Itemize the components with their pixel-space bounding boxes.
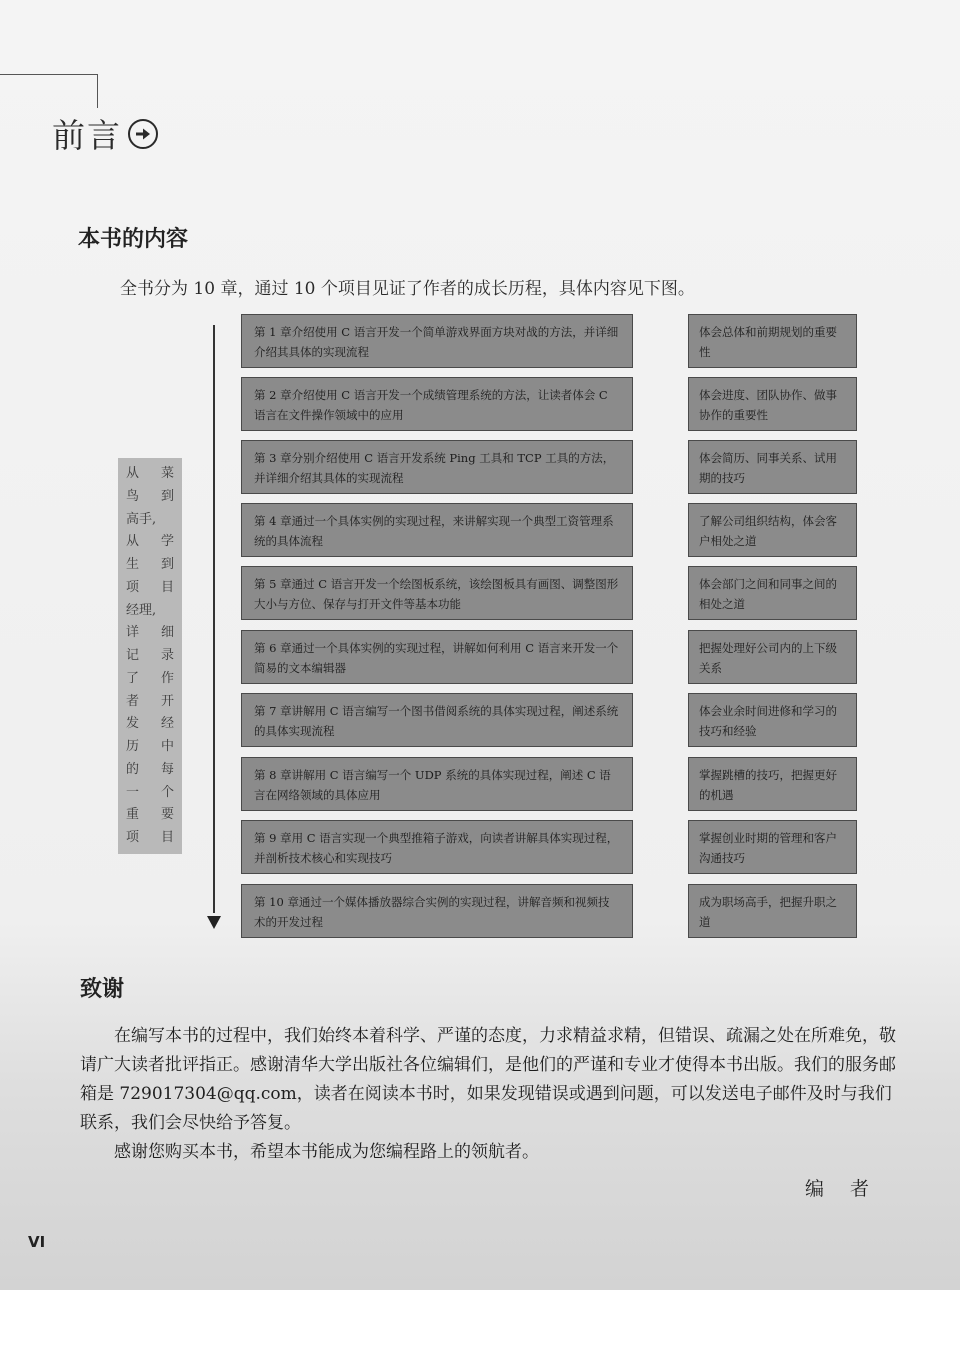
chapter-box: 第 2 章介绍使用 C 语言开发一个成绩管理系统的方法，让读者体会 C 语言在文件操作领域中的应用 bbox=[241, 377, 633, 431]
growth-path-char: 经 bbox=[160, 716, 174, 732]
growth-path-line bbox=[126, 487, 174, 507]
growth-path-char: 从 bbox=[126, 466, 140, 481]
chapter-box: 第 6 章通过一个具体实例的实现过程，讲解如何利用 C 语言来开发一个简易的文本编辑器 bbox=[241, 630, 633, 684]
growth-path-char: 生 bbox=[126, 557, 140, 572]
growth-path-line bbox=[126, 669, 174, 689]
growth-path-char: 作 bbox=[160, 670, 174, 686]
lesson-box: 体会简历、同事关系、试用期的技巧 bbox=[688, 440, 857, 494]
growth-path-char: 一 bbox=[126, 784, 140, 800]
growth-path-char: 中 bbox=[160, 739, 174, 754]
growth-path-char: 详 bbox=[126, 625, 140, 641]
timeline-line bbox=[213, 325, 215, 913]
acknowledgements-heading: 致谢 bbox=[80, 977, 125, 1002]
growth-path-char: 者 bbox=[126, 693, 140, 709]
contents-heading: 本书的内容 bbox=[78, 227, 189, 252]
growth-path-line bbox=[126, 623, 174, 643]
growth-path-line bbox=[126, 646, 174, 666]
growth-path-char: 录 bbox=[160, 648, 174, 663]
chapter-box: 第 10 章通过一个媒体播放器综合实例的实现过程，讲解音频和视频技术的开发过程 bbox=[241, 884, 633, 938]
contents-intro: 全书分为 10 章，通过 10 个项目见证了作者的成长历程，具体内容见下图。 bbox=[120, 279, 695, 299]
growth-path-char: 高手, bbox=[126, 511, 157, 527]
growth-path-line bbox=[126, 555, 174, 575]
chapter-box: 第 8 章讲解用 C 语言编写一个 UDP 系统的具体实现过程，阐述 C 语言在网络领域的具体应用 bbox=[241, 757, 633, 811]
growth-path-char: 学 bbox=[160, 534, 174, 550]
lesson-box: 了解公司组织结构，体会客户相处之道 bbox=[688, 503, 857, 557]
page-number: VI bbox=[28, 1233, 46, 1251]
growth-path-line bbox=[126, 805, 174, 825]
growth-path-line bbox=[126, 510, 174, 530]
growth-path-char: 目 bbox=[160, 579, 174, 595]
corner-rule-horizontal bbox=[0, 74, 98, 75]
lesson-box: 体会总体和前期规划的重要性 bbox=[688, 314, 857, 368]
lesson-box: 把握处理好公司内的上下级关系 bbox=[688, 630, 857, 684]
corner-rule-vertical bbox=[97, 74, 98, 108]
growth-path-char: 了 bbox=[126, 670, 140, 686]
growth-path-line bbox=[126, 692, 174, 712]
growth-path-line bbox=[126, 601, 174, 621]
growth-path-char: 发 bbox=[126, 716, 140, 732]
timeline-arrow-down-icon bbox=[207, 916, 221, 929]
acknowledgements-body bbox=[80, 1022, 906, 1167]
lesson-box: 掌握跳槽的技巧，把握更好的机遇 bbox=[688, 757, 857, 811]
growth-path-char: 经理, bbox=[126, 602, 157, 618]
chapter-box: 第 4 章通过一个具体实例的实现过程，来讲解实现一个典型工资管理系统的具体流程 bbox=[241, 503, 633, 557]
growth-path-line bbox=[126, 737, 174, 757]
lesson-box: 成为职场高手，把握升职之道 bbox=[688, 884, 857, 938]
growth-path-char: 菜 bbox=[160, 466, 174, 481]
lesson-box: 体会进度、团队协作、做事协作的重要性 bbox=[688, 377, 857, 431]
page-title-text: 前言 bbox=[52, 116, 122, 155]
arrow-right-circle-icon bbox=[128, 119, 158, 149]
chapter-box: 第 7 章讲解用 C 语言编写一个图书借阅系统的具体实现过程，阐述系统的具体实现流程 bbox=[241, 693, 633, 747]
growth-path-char: 重 bbox=[126, 807, 140, 823]
growth-path-char: 项 bbox=[126, 579, 140, 595]
growth-path-line bbox=[126, 783, 174, 803]
growth-path-line bbox=[126, 828, 174, 848]
chapter-box: 第 9 章用 C 语言实现一个典型推箱子游戏，向读者讲解具体实现过程，并剖析技术核心和实现技巧 bbox=[241, 820, 633, 874]
growth-path-char: 鸟 bbox=[126, 488, 140, 504]
growth-path-char: 开 bbox=[160, 693, 174, 709]
growth-path-char: 项 bbox=[126, 830, 140, 845]
growth-path-label bbox=[118, 458, 182, 854]
chapter-box: 第 5 章通过 C 语言开发一个绘图板系统，该绘图板具有画图、调整图形大小与方位、保存与打开文件等基本功能 bbox=[241, 566, 633, 620]
growth-path-char: 每 bbox=[160, 761, 174, 777]
growth-path-line bbox=[126, 464, 174, 484]
growth-path-char: 个 bbox=[160, 784, 174, 800]
growth-path-line bbox=[126, 532, 174, 552]
growth-path-char: 的 bbox=[126, 761, 140, 777]
page-title bbox=[52, 110, 158, 157]
chapter-box: 第 3 章分别介绍使用 C 语言开发系统 Ping 工具和 TCP 工具的方法，并详细介绍其具体的实现流程 bbox=[241, 440, 633, 494]
growth-path-char: 要 bbox=[160, 807, 174, 823]
growth-path-char: 到 bbox=[160, 488, 174, 504]
growth-path-char: 历 bbox=[126, 739, 140, 754]
acknowledgements-paragraph: 感谢您购买本书，希望本书能成为您编程路上的领航者。 bbox=[114, 1142, 539, 1162]
growth-path-line bbox=[126, 760, 174, 780]
acknowledgements-paragraph: 在编写本书的过程中，我们始终本着科学、严谨的态度，力求精益求精，但错误、疏漏之处在所难免，敬请广大读者批评指正。感谢清华大学出版社各位编辑们，是他们的严谨和专业才使得本书出版。我们的服务邮箱是 729017304@qq.com，读者在阅读本书时，如果发现错误或遇到问题，可以发送电子邮件及时与我们联系，我们会尽快给予答复。 bbox=[80, 1026, 896, 1133]
lesson-box: 体会业余时间进修和学习的技巧和经验 bbox=[688, 693, 857, 747]
growth-path-line bbox=[126, 714, 174, 734]
growth-path-char: 目 bbox=[160, 830, 174, 845]
growth-path-char: 细 bbox=[160, 625, 174, 641]
growth-path-char: 记 bbox=[126, 648, 140, 663]
growth-path-line bbox=[126, 578, 174, 598]
growth-path-char: 到 bbox=[160, 557, 174, 572]
lesson-box: 掌握创业时期的管理和客户沟通技巧 bbox=[688, 820, 857, 874]
growth-path-char: 从 bbox=[126, 534, 140, 550]
lesson-box: 体会部门之间和同事之间的相处之道 bbox=[688, 566, 857, 620]
signature: 编者 bbox=[805, 1178, 896, 1200]
chapter-box: 第 1 章介绍使用 C 语言开发一个简单游戏界面方块对战的方法，并详细介绍其具体的实现流程 bbox=[241, 314, 633, 368]
page-bottom-margin bbox=[0, 1290, 960, 1357]
